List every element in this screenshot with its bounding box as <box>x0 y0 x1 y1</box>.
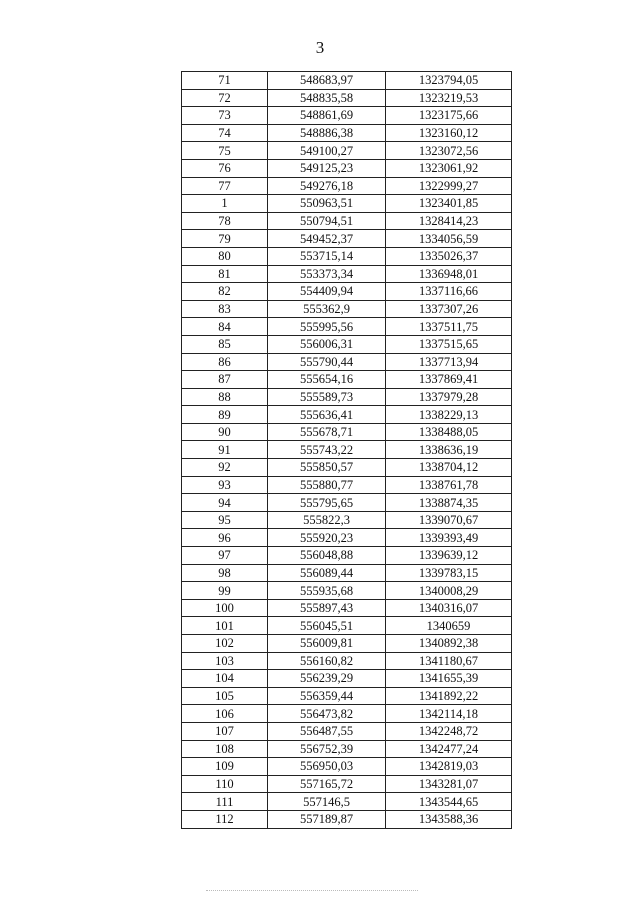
x-coordinate-cell: 549276,18 <box>268 177 386 195</box>
table-row <box>182 617 512 635</box>
table-row <box>182 247 512 265</box>
y-coordinate-cell: 1339783,15 <box>386 564 512 582</box>
point-number-cell: 82 <box>182 283 268 301</box>
x-coordinate-cell: 549100,27 <box>268 142 386 160</box>
y-coordinate-cell: 1337869,41 <box>386 371 512 389</box>
y-coordinate-cell: 1323160,12 <box>386 124 512 142</box>
y-coordinate-cell: 1341655,39 <box>386 670 512 688</box>
x-coordinate-cell: 556359,44 <box>268 687 386 705</box>
table-row <box>182 494 512 512</box>
x-coordinate-cell: 557189,87 <box>268 810 386 828</box>
y-coordinate-cell: 1328414,23 <box>386 212 512 230</box>
x-coordinate-cell: 554409,94 <box>268 283 386 301</box>
x-coordinate-cell: 548886,38 <box>268 124 386 142</box>
point-number-cell: 90 <box>182 423 268 441</box>
table-row <box>182 423 512 441</box>
table-row <box>182 353 512 371</box>
table-row <box>182 459 512 477</box>
point-number-cell: 95 <box>182 511 268 529</box>
y-coordinate-cell: 1337979,28 <box>386 388 512 406</box>
table-row <box>182 810 512 828</box>
x-coordinate-cell: 555636,41 <box>268 406 386 424</box>
x-coordinate-cell: 553715,14 <box>268 247 386 265</box>
x-coordinate-cell: 555678,71 <box>268 423 386 441</box>
table-row <box>182 195 512 213</box>
coordinates-table <box>181 71 512 829</box>
table-row <box>182 107 512 125</box>
x-coordinate-cell: 548861,69 <box>268 107 386 125</box>
point-number-cell: 89 <box>182 406 268 424</box>
y-coordinate-cell: 1339393,49 <box>386 529 512 547</box>
table-row <box>182 72 512 90</box>
y-coordinate-cell: 1323794,05 <box>386 72 512 90</box>
x-coordinate-cell: 556160,82 <box>268 652 386 670</box>
x-coordinate-cell: 556048,88 <box>268 547 386 565</box>
y-coordinate-cell: 1342477,24 <box>386 740 512 758</box>
table-row <box>182 388 512 406</box>
y-coordinate-cell: 1334056,59 <box>386 230 512 248</box>
table-row <box>182 529 512 547</box>
x-coordinate-cell: 555790,44 <box>268 353 386 371</box>
table-row <box>182 582 512 600</box>
point-number-cell: 98 <box>182 564 268 582</box>
point-number-cell: 79 <box>182 230 268 248</box>
footer-divider <box>206 890 418 891</box>
table-row <box>182 142 512 160</box>
table-row <box>182 124 512 142</box>
x-coordinate-cell: 549452,37 <box>268 230 386 248</box>
point-number-cell: 71 <box>182 72 268 90</box>
table-row <box>182 265 512 283</box>
table-row <box>182 212 512 230</box>
y-coordinate-cell: 1343281,07 <box>386 775 512 793</box>
table-row <box>182 230 512 248</box>
x-coordinate-cell: 555935,68 <box>268 582 386 600</box>
x-coordinate-cell: 555795,65 <box>268 494 386 512</box>
table-row <box>182 705 512 723</box>
x-coordinate-cell: 555850,57 <box>268 459 386 477</box>
y-coordinate-cell: 1342114,18 <box>386 705 512 723</box>
x-coordinate-cell: 555362,9 <box>268 300 386 318</box>
point-number-cell: 111 <box>182 793 268 811</box>
table-row <box>182 758 512 776</box>
y-coordinate-cell: 1323219,53 <box>386 89 512 107</box>
table-row <box>182 793 512 811</box>
point-number-cell: 83 <box>182 300 268 318</box>
point-number-cell: 104 <box>182 670 268 688</box>
y-coordinate-cell: 1338229,13 <box>386 406 512 424</box>
x-coordinate-cell: 556006,31 <box>268 335 386 353</box>
y-coordinate-cell: 1340316,07 <box>386 599 512 617</box>
point-number-cell: 101 <box>182 617 268 635</box>
point-number-cell: 92 <box>182 459 268 477</box>
point-number-cell: 86 <box>182 353 268 371</box>
point-number-cell: 102 <box>182 635 268 653</box>
table-row <box>182 687 512 705</box>
point-number-cell: 81 <box>182 265 268 283</box>
x-coordinate-cell: 555897,43 <box>268 599 386 617</box>
point-number-cell: 84 <box>182 318 268 336</box>
table-row <box>182 740 512 758</box>
y-coordinate-cell: 1337307,26 <box>386 300 512 318</box>
x-coordinate-cell: 548683,97 <box>268 72 386 90</box>
y-coordinate-cell: 1323072,56 <box>386 142 512 160</box>
y-coordinate-cell: 1340008,29 <box>386 582 512 600</box>
point-number-cell: 112 <box>182 810 268 828</box>
point-number-cell: 94 <box>182 494 268 512</box>
y-coordinate-cell: 1337515,65 <box>386 335 512 353</box>
table-row <box>182 406 512 424</box>
point-number-cell: 75 <box>182 142 268 160</box>
point-number-cell: 106 <box>182 705 268 723</box>
point-number-cell: 110 <box>182 775 268 793</box>
table-row <box>182 177 512 195</box>
y-coordinate-cell: 1323401,85 <box>386 195 512 213</box>
y-coordinate-cell: 1323061,92 <box>386 159 512 177</box>
y-coordinate-cell: 1336948,01 <box>386 265 512 283</box>
table-row <box>182 89 512 107</box>
y-coordinate-cell: 1323175,66 <box>386 107 512 125</box>
y-coordinate-cell: 1343588,36 <box>386 810 512 828</box>
point-number-cell: 76 <box>182 159 268 177</box>
point-number-cell: 103 <box>182 652 268 670</box>
x-coordinate-cell: 556239,29 <box>268 670 386 688</box>
point-number-cell: 77 <box>182 177 268 195</box>
x-coordinate-cell: 555654,16 <box>268 371 386 389</box>
x-coordinate-cell: 555995,56 <box>268 318 386 336</box>
y-coordinate-cell: 1339070,67 <box>386 511 512 529</box>
y-coordinate-cell: 1338761,78 <box>386 476 512 494</box>
y-coordinate-cell: 1339639,12 <box>386 547 512 565</box>
y-coordinate-cell: 1337713,94 <box>386 353 512 371</box>
table-row <box>182 476 512 494</box>
x-coordinate-cell: 555822,3 <box>268 511 386 529</box>
y-coordinate-cell: 1335026,37 <box>386 247 512 265</box>
page-number: 3 <box>315 38 325 57</box>
point-number-cell: 108 <box>182 740 268 758</box>
point-number-cell: 96 <box>182 529 268 547</box>
x-coordinate-cell: 556009,81 <box>268 635 386 653</box>
table-row <box>182 511 512 529</box>
x-coordinate-cell: 556089,44 <box>268 564 386 582</box>
point-number-cell: 87 <box>182 371 268 389</box>
point-number-cell: 1 <box>182 195 268 213</box>
x-coordinate-cell: 557146,5 <box>268 793 386 811</box>
table-row <box>182 300 512 318</box>
table-row <box>182 775 512 793</box>
y-coordinate-cell: 1340659 <box>386 617 512 635</box>
table-row <box>182 441 512 459</box>
y-coordinate-cell: 1322999,27 <box>386 177 512 195</box>
table-row <box>182 547 512 565</box>
x-coordinate-cell: 555880,77 <box>268 476 386 494</box>
x-coordinate-cell: 553373,34 <box>268 265 386 283</box>
point-number-cell: 73 <box>182 107 268 125</box>
y-coordinate-cell: 1340892,38 <box>386 635 512 653</box>
y-coordinate-cell: 1337511,75 <box>386 318 512 336</box>
point-number-cell: 88 <box>182 388 268 406</box>
y-coordinate-cell: 1338488,05 <box>386 423 512 441</box>
x-coordinate-cell: 555589,73 <box>268 388 386 406</box>
point-number-cell: 105 <box>182 687 268 705</box>
y-coordinate-cell: 1338636,19 <box>386 441 512 459</box>
point-number-cell: 107 <box>182 722 268 740</box>
point-number-cell: 78 <box>182 212 268 230</box>
table-row <box>182 670 512 688</box>
table-row <box>182 722 512 740</box>
x-coordinate-cell: 556473,82 <box>268 705 386 723</box>
x-coordinate-cell: 549125,23 <box>268 159 386 177</box>
point-number-cell: 100 <box>182 599 268 617</box>
y-coordinate-cell: 1337116,66 <box>386 283 512 301</box>
x-coordinate-cell: 555743,22 <box>268 441 386 459</box>
table-row <box>182 318 512 336</box>
x-coordinate-cell: 550794,51 <box>268 212 386 230</box>
table-row <box>182 335 512 353</box>
x-coordinate-cell: 556045,51 <box>268 617 386 635</box>
table-row <box>182 371 512 389</box>
y-coordinate-cell: 1342248,72 <box>386 722 512 740</box>
table-row <box>182 635 512 653</box>
x-coordinate-cell: 556487,55 <box>268 722 386 740</box>
x-coordinate-cell: 555920,23 <box>268 529 386 547</box>
point-number-cell: 74 <box>182 124 268 142</box>
x-coordinate-cell: 556752,39 <box>268 740 386 758</box>
y-coordinate-cell: 1341892,22 <box>386 687 512 705</box>
table-row <box>182 564 512 582</box>
x-coordinate-cell: 550963,51 <box>268 195 386 213</box>
point-number-cell: 99 <box>182 582 268 600</box>
y-coordinate-cell: 1343544,65 <box>386 793 512 811</box>
point-number-cell: 91 <box>182 441 268 459</box>
table-row <box>182 652 512 670</box>
point-number-cell: 93 <box>182 476 268 494</box>
y-coordinate-cell: 1341180,67 <box>386 652 512 670</box>
x-coordinate-cell: 548835,58 <box>268 89 386 107</box>
coordinates-table-body <box>182 72 512 829</box>
point-number-cell: 72 <box>182 89 268 107</box>
y-coordinate-cell: 1338874,35 <box>386 494 512 512</box>
y-coordinate-cell: 1342819,03 <box>386 758 512 776</box>
table-row <box>182 159 512 177</box>
table-row <box>182 283 512 301</box>
point-number-cell: 80 <box>182 247 268 265</box>
table-row <box>182 599 512 617</box>
x-coordinate-cell: 556950,03 <box>268 758 386 776</box>
point-number-cell: 85 <box>182 335 268 353</box>
point-number-cell: 109 <box>182 758 268 776</box>
x-coordinate-cell: 557165,72 <box>268 775 386 793</box>
y-coordinate-cell: 1338704,12 <box>386 459 512 477</box>
point-number-cell: 97 <box>182 547 268 565</box>
